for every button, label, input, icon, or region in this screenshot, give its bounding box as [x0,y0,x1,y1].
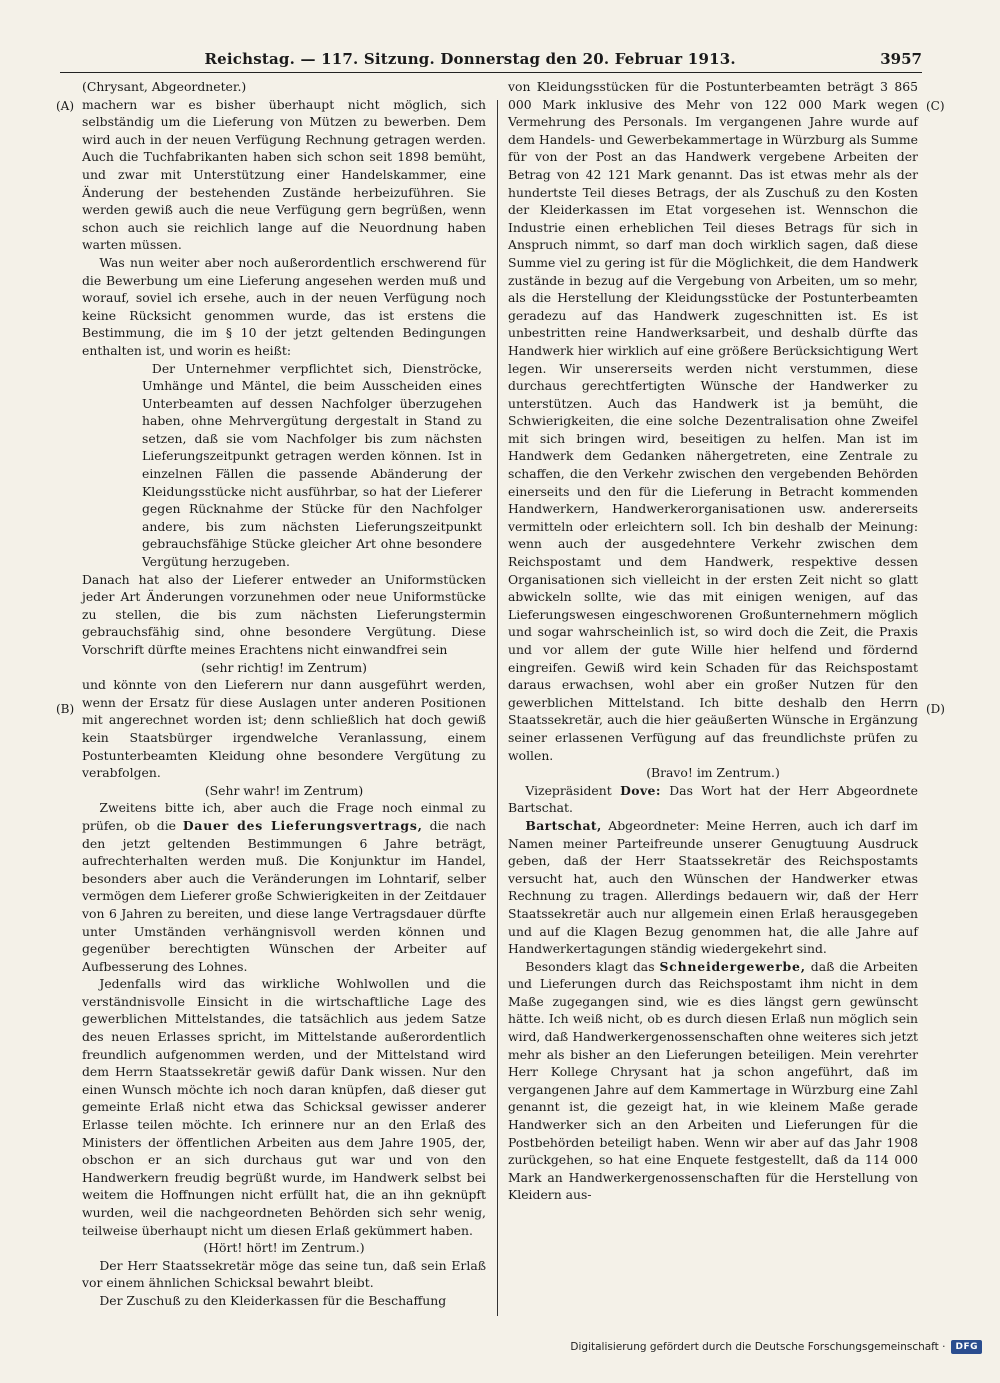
paragraph-text: Zweitens bitte ich, aber auch die Frage noch einmal zu prüfen, ob die [82,800,486,833]
page-number: 3957 [880,50,922,68]
interjection: (Hört! hört! im Zentrum.) [203,1240,365,1256]
page-header [60,46,922,73]
dfg-logo: DFG [951,1340,982,1354]
margin-mark-b: (B) [56,702,75,716]
margin-mark-a: (A) [56,99,75,113]
paragraph: Jedenfalls wird das wirkliche Wohlwollen und die verständnisvolle Einsicht in die wirtschaftliche Lage des gewerblichen Mittelstandes, die tatsächlich aus jedem Satze des neuen Erlasses spricht, im Mittelstande außerordentlich freundlich aufgenommen werden, und der Mittelstand wird dem Herrn Staatssekretär gewiß dafür Dank wissen. Nur den einen Wunsch möchte ich noch daran knüpfen, daß dieser gut gemeinte Erlaß nicht etwa das Schicksal gewisser anderer Erlasse teilen möchte. Ich erinnere nur an den Erlaß des Ministers der öffentlichen Arbeiten aus dem Jahre 1905, der, obschon er an sich durchaus gut war und von den Handwerkern freudig begrüßt wurde, im Handwerk selbst bei weitem die Hoffnungen nicht erfüllt hat, die an ihn geknüpft wurden, weil die nachgeordneten Behörden sich sehr wenig, teilweise überhaupt nicht um diesen Erlaß gekümmert haben. [82,976,486,1238]
header-title: Reichstag. — 117. Sitzung. Donnerstag den 20. Februar 1913. [204,50,736,68]
speaker-name: Dove: [620,782,661,798]
paragraph-text: die nach den jetzt geltenden Bestimmungen 6 Jahre beträgt, aufrechterhalten werden muß. Die Konjunktur im Handel, besonders aber auch die Veränderungen im Lohntarif, selber vermögen dem Lieferer große Schwierigkeiten in der Zeitdauer von 6 Jahren zu bereiten, und diese lange Vertragsdauer dürfte unter Umständen verhängnisvoll werden können und gegenüber berechtigten Wünschen der Arbeiter auf Aufbesserung des Lohnes. [82,817,487,974]
speaker-paragraph [508,817,918,958]
interjection: (Sehr wahr! im Zentrum) [204,782,364,798]
interjection: (Bravo! im Zentrum.) [646,765,780,781]
paragraph [508,958,918,1204]
speaker-title: Vizepräsident [525,782,612,798]
left-column [82,78,486,1310]
speaker-paragraph [508,782,918,817]
emphasis-term: Schneidergewerbe, [659,958,806,974]
paragraph: Was nun weiter aber noch außerordentlich erschwerend für die Bewerbung um eine Lieferung angesehen werden muß und worauf, soviel ich ersehe, auch in der neuen Verfügung noch keine Rücksicht genommen wurde, das ist erstens die Bestimmung, die im § 10 der jetzt geltenden Bedingungen enthalten ist, und worin es heißt: [82,254,486,358]
paragraph-text: Das Wort hat der Herr Abgeordnete Bartschat. [508,782,918,816]
block-quote: Der Unternehmer verpflichtet sich, Dienströcke, Umhänge und Mäntel, die beim Ausscheiden eines Unterbeamten auf dessen Nachfolger überzugehen haben, ohne Mehrvergütung dergestalt in Stand zu setzen, daß sie vom Nachfolger bis zum nächsten Lieferungszeitpunkt getragen werden können. Ist in einzelnen Fällen die passende Abänderung der Kleidungsstücke nicht ausführbar, so hat der Lieferer gegen Rücknahme der Stücke für den Nachfolger andere, bis zum nächsten Lieferungszeitpunkt gebrauchsfähige Stücke gleicher Art ohne besondere Vergütung herzugeben. [142,360,482,570]
paragraph-text: Besonders klagt das [525,958,655,974]
paragraph [82,799,486,975]
paragraph: von Kleidungsstücken für die Postunterbeamten beträgt 3 865 000 Mark inklusive des Mehr von 122 000 Mark wegen Vermehrung des Personals. Im vergangenen Jahre wurde auf dem Handels- und Gewerbekammertage in Würzburg als Summe für von der Post an das Handwerk vergebene Arbeiten der Betrag von 42 121 Mark genannt. Das ist etwas mehr als der hundertste Teil dieses Betrags, der als Zuschuß zu den Kosten der Kleiderkassen im Etat vorgesehen ist. Wennschon die Industrie einen erheblichen Teil dieses Betrags für sich in Anspruch nimmt, so darf man doch wirklich sagen, daß diese Summe viel zu gering ist für die Möglichkeit, die dem Handwerk zuständе in bezug auf die Vergebung von Arbeiten, um so mehr, als die Herstellung der Kleidungsstücke der Postunterbeamten geradezu auf das Handwerk zugeschnitten ist. Es ist unbestritten reine Handwerksarbeit, und deshalb dürfte das Handwerk hier wirklich auf eine größere Berücksichtigung Wert legen. Wir unsererseits werden nicht verstummen, diese durchaus gerechtfertigten Wünsche der Handwerker zu unterstützen. Auch das Handwerk ist ja bemüht, die Schwierigkeiten, die eine solche Dezentralisation ohne Zweifel mit sich bringen wird, beseitigen zu helfen. Man ist im Handwerk dem Gedanken nähergetreten, eine Zentrale zu schaffen, die den Verkehr zwischen den vergebenden Behörden einerseits und den für die Lieferung in Betracht kommenden Handwerkern, Handwerkerorganisationen usw. andererseits vermitteln oder erleichtern soll. Ich bin deshalb der Meinung: wenn auch der ausgedehntere Verkehr zwischen dem Reichspostamt und dem Handwerk, respektive dessen Organisationen sich vielleicht in der ersten Zeit nicht so glatt abwickeln sollte, wie das mit einigen wenigen, auf das Lieferungswesen eingeschworenen Großunternehmern möglich und sogar wahrscheinlich ist, so wird doch die Zeit, die Praxis und vor allem der gute Wille hier helfend und fördernd eingreifen. Gewiß wird kein Schaden für das Reichspostamt daraus erwachsen, wohl aber ein großer Nutzen für den gewerblichen Mittelstand. Ich bitte deshalb den Herrn Staatssekretär, auch die hier geäußerten Wünsche in Ergänzung seiner erlassenen Verfügung auf das freundlichste prüfen zu wollen. [508,79,918,763]
paragraph-text: Abgeordneter: Meine Herren, auch ich darf im Namen meiner Parteifreunde unserer Genugtuung Ausdruck geben, daß der Herr Staatssekretär des Reichspostamts versucht hat, auch den Wünschen der Handwerker etwas Rechnung zu tragen. Allerdings bedauern wir, daß der Herr Staatssekretär auch nur allgemein einen Erlaß herausgegeben und auf die Klagen Bezug genommen hat, die alle Jahre auf Handwerkertagungen ständig wiedergekehrt sind. [508,817,918,957]
paragraph: Der Herr Staatssekretär möge das seine tun, daß sein Erlaß vor einem ähnlichen Schicksal bewahrt bleibt. [82,1257,486,1291]
speaker-name: Bartschat, [525,817,602,833]
paragraph: Danach hat also der Lieferer entweder an Uniformstücken jeder Art Änderungen vorzunehmen oder neue Uniformstücke zu stellen, die bis zum nächsten Lieferungstermin gebrauchsfähig sind, ohne besondere Vergütung. Diese Vorschrift dürfte meines Erachtens nicht einwandfrei sein [82,571,486,657]
margin-mark-d: (D) [926,702,945,716]
margin-mark-c: (C) [926,99,945,113]
digitization-footer [570,1340,982,1354]
speaker-reference: (Chrysant, Abgeordneter.) [82,79,247,94]
paragraph: Der Zuschuß zu den Kleiderkassen für die Beschaffung [99,1292,447,1308]
interjection: (sehr richtig! im Zentrum) [200,659,367,675]
paragraph-text: daß die Arbeiten und Lieferungen durch das Reichspostamt ihm nicht in dem Maße zugegangen sind, wie es dies längst gern gewünscht hätte. Ich weiß nicht, ob es durch diesen Erlaß nun möglich sein wird, daß Handwerkergenossenschaften ohne weiteres sich jetzt mehr als bisher an den Lieferungen beteiligen. Mein verehrter Herr Kollege Chrysant hat ja schon angeführt, daß im vergangenen Jahre auf dem Kammertage in Würzburg eine Zahl genannt ist, die gezeigt hat, in wie kleinem Maße gerade Handwerker sich an den Arbeiten und Lieferungen für die Postbehörden beteiligt haben. Wenn wir aber auf das Jahr 1908 zurückgehen, so hat eine Enquete festgestellt, daß da 114 000 Mark an Handwerkergenossenschaften für die Herstellung von Kleidern aus- [508,958,918,1203]
right-column [508,78,918,1204]
emphasis-term: Dauer des Lieferungsvertrags, [182,817,423,833]
footer-text: Digitalisierung gefördert durch die Deutsche Forschungsgemeinschaft · [570,1341,946,1353]
paragraph: machern war es bisher überhaupt nicht möglich, sich selbständig um die Lieferung von Mützen zu bewerben. Dem wird auch in der neuen Verfügung Rechnung getragen werden. Auch die Tuchfabrikanten haben sich schon seit 1898 bemüht, und zwar mit Unterstützung einer Handelskammer, eine Änderung der bestehenden Zustände herbeizuführen. Sie werden gewiß auch die neue Verfügung gern begrüßen, wenn schon auch sie reichlich lange auf die Neuordnung haben warten müssen. [82,96,486,253]
paragraph: und könnte von den Lieferern nur dann ausgeführt werden, wenn der Ersatz für diese Auslagen unter anderen Positionen mit angerechnet worden ist; denn schließlich hat doch gewiß kein Staatsbürger irgendwelche Veranlassung, einem Postunterbeamten Kleidung ohne besondere Vergütung zu verabfolgen. [82,677,486,781]
column-divider [497,100,498,1316]
